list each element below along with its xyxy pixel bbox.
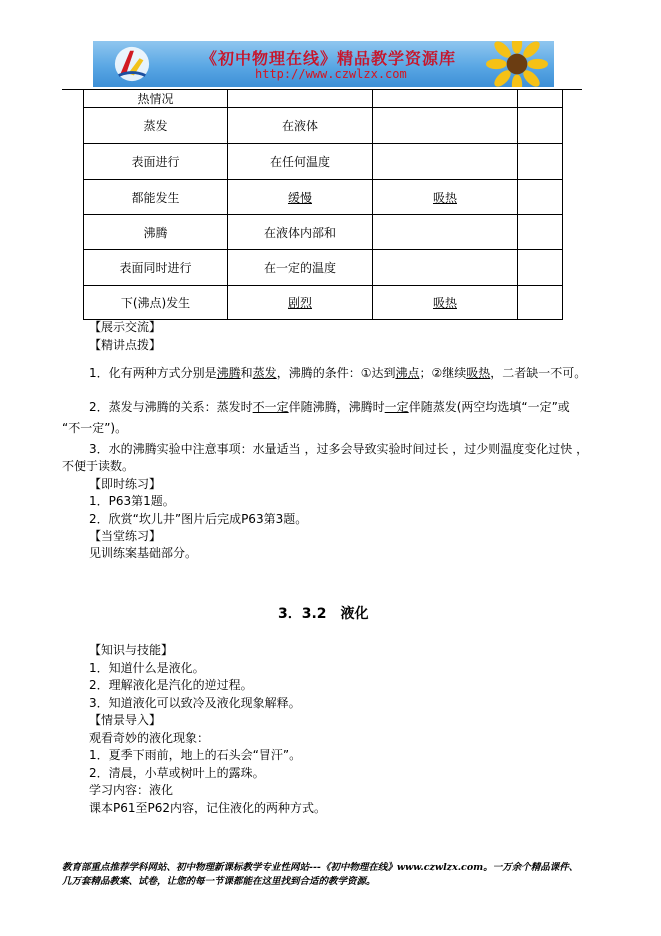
table-cell (518, 108, 563, 144)
banner-url[interactable]: http://www.czwlzx.com (255, 67, 407, 81)
table-cell (373, 90, 518, 108)
list-item: 1．夏季下雨前，地上的石头会“冒汗”。 (89, 748, 302, 762)
table-cell: 在液体 (228, 108, 373, 144)
table-cell (518, 144, 563, 180)
paragraph-2: 2．蒸发与沸腾的关系：蒸发时不一定伴随沸腾，沸腾时一定伴随蒸发(两空均选填“一定”或 (89, 400, 570, 414)
table-row (84, 144, 563, 180)
heading-show-exchange: 【展示交流】 (89, 320, 162, 334)
page-footer (62, 861, 602, 889)
table-row (84, 215, 563, 250)
table-cell (518, 286, 563, 320)
heading-class-practice: 【当堂练习】 (89, 529, 162, 543)
list-item: 1．知道什么是液化。 (89, 661, 205, 675)
list-item: 学习内容：液化 (89, 783, 174, 797)
paragraph-1: 1．化有两种方式分别是沸腾和蒸发，沸腾的条件：①达到沸点；②继续吸热，二者缺一不可。 (89, 366, 587, 380)
list-item: 观看奇妙的液化现象： (89, 731, 210, 745)
list-item: 2．理解液化是汽化的逆过程。 (89, 678, 253, 692)
table-cell (373, 144, 518, 180)
paragraph-2-cont: “不一定”)。 (62, 421, 128, 435)
site-logo-icon (113, 45, 151, 83)
table-cell: 剧烈 (228, 286, 373, 320)
list-item: 2．清晨，小草或树叶上的露珠。 (89, 766, 265, 780)
heading-key-points: 【精讲点拨】 (89, 338, 162, 352)
footer-line: 教育部重点推荐学科网站、初中物理新课标教学专业性网站---《初中物理在线》www.czwlzx.com。一万余个精品课件、 (62, 862, 579, 873)
table-cell (518, 90, 563, 108)
list-item: 1．P63第1题。 (89, 494, 175, 508)
list-item: 3．知道液化可以致冷及液化现象解释。 (89, 696, 301, 710)
sunflower-icon (486, 41, 548, 87)
table-cell: 沸腾 (84, 215, 228, 250)
table-cell (518, 215, 563, 250)
footer-line: 几万套精品教案、试卷，让您的每一节课都能在这里找到合适的教学资源。 (62, 876, 376, 887)
table-row (84, 286, 563, 320)
table-cell: 都能发生 (84, 180, 228, 215)
table-cell: 蒸发 (84, 108, 228, 144)
table-row (84, 250, 563, 286)
table-cell: 热情况 (84, 90, 228, 108)
table-cell: 在液体内部和 (228, 215, 373, 250)
table-cell: 下(沸点)发生 (84, 286, 228, 320)
table-cell: 在任何温度 (228, 144, 373, 180)
section-title: 3．3.2 液化 (278, 606, 369, 622)
table-cell (228, 90, 373, 108)
banner-title: 《初中物理在线》精品教学资源库 (201, 49, 457, 68)
list-item: 2．欣赏“坎儿井”图片后完成P63第3题。 (89, 512, 308, 526)
table-cell: 在一定的温度 (228, 250, 373, 286)
paragraph-3: 3．水的沸腾实验中注意事项：水量适当 ，过多会导致实验时间过长 ，过少则温度变化过快 ， (89, 442, 589, 456)
heading-scene: 【情景导入】 (89, 713, 162, 727)
table-cell (373, 108, 518, 144)
table-cell (373, 215, 518, 250)
table-cell: 表面同时进行 (84, 250, 228, 286)
table-cell (373, 250, 518, 286)
table-row (84, 108, 563, 144)
comparison-table (83, 89, 563, 320)
table-cell: 吸热 (373, 286, 518, 320)
table-cell: 缓慢 (228, 180, 373, 215)
table-cell (518, 250, 563, 286)
heading-practice: 【即时练习】 (89, 477, 162, 491)
table-cell: 吸热 (373, 180, 518, 215)
paragraph-3-cont: 不便于读数。 (62, 459, 135, 473)
list-item: 见训练案基础部分。 (89, 546, 198, 560)
table-row (84, 90, 563, 108)
table-cell: 表面进行 (84, 144, 228, 180)
table-cell (518, 180, 563, 215)
header-banner (93, 41, 554, 87)
table-row (84, 180, 563, 215)
heading-knowledge: 【知识与技能】 (89, 643, 174, 657)
list-item: 课本P61至P62内容，记住液化的两种方式。 (89, 801, 327, 815)
